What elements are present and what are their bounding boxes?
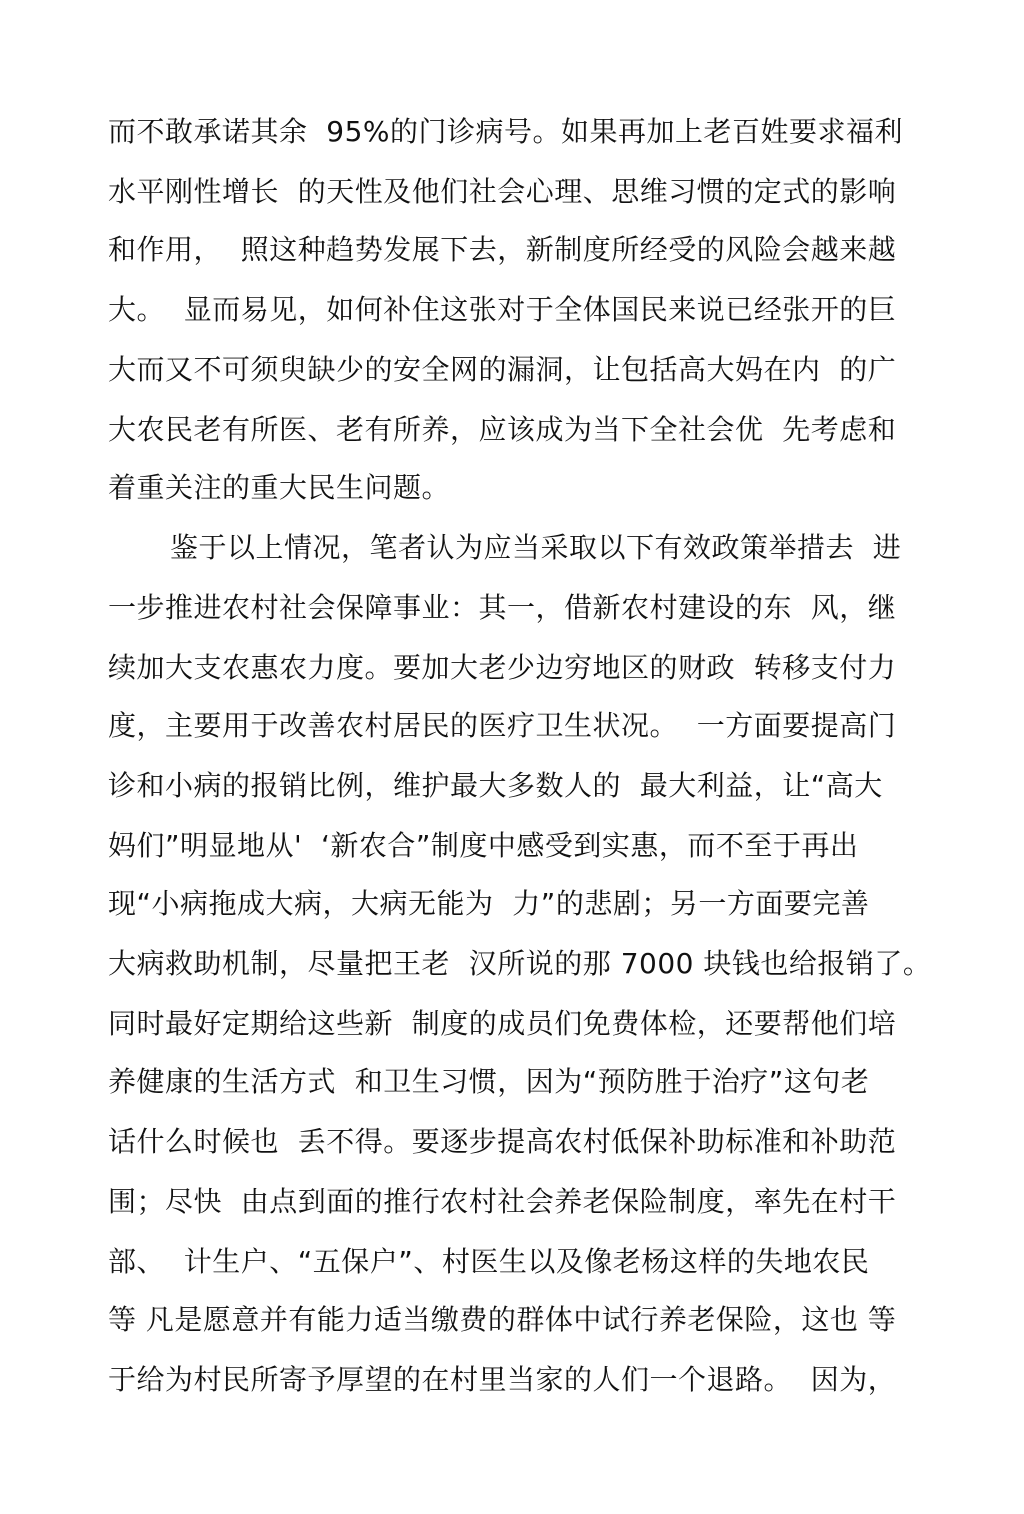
text-line: 和作用， 照这种趋势发展下去，新制度所经受的风险会越来越 (108, 233, 897, 266)
text-line: 大而又不可须臾缺少的安全网的漏洞，让包括高大妈在内 的广 (108, 353, 897, 386)
text-line: 大病救助机制，尽量把王老 汉所说的那 7000 块钱也给报销了。 (108, 947, 932, 980)
text-line: 度，主要用于改善农村居民的医疗卫生状况。 一方面要提高门 (108, 709, 897, 742)
text-line: 一步推进农村社会保障事业：其一，借新农村建设的东 风，继 (108, 591, 897, 624)
text-line: 诊和小病的报销比例，维护最大多数人的 最大利益，让“高大 (108, 769, 883, 802)
text-line: 养健康的生活方式 和卫生习惯，因为“预防胜于治疗”这句老 (108, 1065, 870, 1098)
text-line: 现“小病拖成大病，大病无能为 力”的悲剧；另一方面要完善 (108, 887, 870, 920)
text-line: 而不敢承诺其余 95%的门诊病号。如果再加上老百姓要求福利 (108, 115, 904, 148)
text-line: 等 凡是愿意并有能力适当缴费的群体中试行养老保险，这也 等 (108, 1303, 897, 1336)
text-line: 围；尽快 由点到面的推行农村社会养老保险制度，率先在村干 (108, 1185, 897, 1218)
text-line: 大农民老有所医、老有所养，应该成为当下全社会优 先考虑和 (108, 413, 897, 446)
text-line: 部、 计生户、“五保户”、村医生以及像老杨这样的失地农民 (108, 1245, 870, 1278)
text-line: 妈们”明显地从' ‘新农合”制度中感受到实惠，而不至于再出 (108, 829, 859, 862)
text-line: 同时最好定期给这些新 制度的成员们免费体检，还要帮他们培 (108, 1007, 897, 1040)
text-line: 于给为村民所寄予厚望的在村里当家的人们一个退路。 因为， (108, 1363, 897, 1396)
text-line: 续加大支农惠农力度。要加大老少边穷地区的财政 转移支付力 (108, 651, 897, 684)
text-line: 着重关注的重大民生问题。 (108, 471, 451, 504)
text-line: 大。 显而易见，如何补住这张对于全体国民来说已经张开的巨 (108, 293, 897, 326)
paragraph-first-line: 鉴于以上情况，笔者认为应当采取以下有效政策举措去 进 (170, 531, 902, 564)
text-line: 话什么时候也 丢不得。要逐步提高农村低保补助标准和补助范 (108, 1125, 897, 1158)
text-line: 水平刚性增长 的天性及他们社会心理、思维习惯的定式的影响 (108, 175, 897, 208)
